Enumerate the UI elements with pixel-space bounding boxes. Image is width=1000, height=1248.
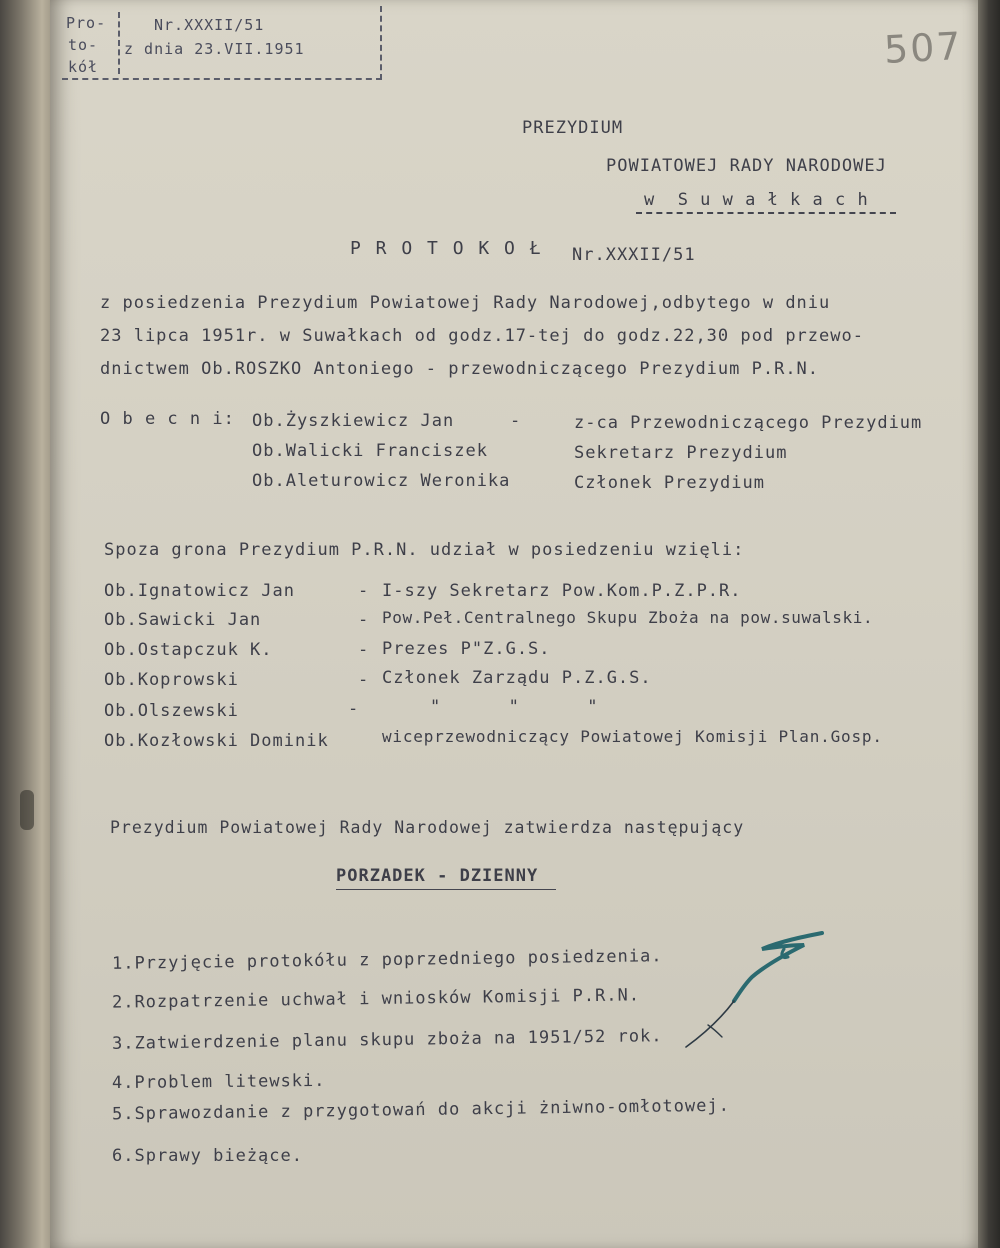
guest-dash: - <box>358 640 370 660</box>
member-name: Ob.Żyszkiewicz Jan <box>252 411 455 431</box>
stamp-label-3: kół <box>68 58 99 76</box>
agenda-item: 3.Zatwierdzenie planu skupu zboża na 1951/52 rok. <box>111 1026 663 1054</box>
header-line-2: POWIATOWEJ RADY NARODOWEJ <box>606 156 887 176</box>
member-role: z-ca Przewodniczącego Prezydium <box>574 413 923 433</box>
guest-name: Ob.Kozłowski Dominik <box>104 731 329 751</box>
intro-line: dnictwem Ob.ROSZKO Antoniego - przewodniczącego Prezydium P.R.N. <box>100 359 820 379</box>
member-role: Członek Prezydium <box>574 473 765 493</box>
stamp-number: Nr.XXXII/51 <box>154 16 265 34</box>
member-name: Ob.Walicki Franciszek <box>252 441 488 461</box>
guest-role: Pow.Peł.Centralnego Skupu Zboża na pow.suwalski. <box>382 608 874 627</box>
signature-mark <box>672 925 832 1055</box>
guest-dash: - <box>358 581 370 601</box>
guest-dash: - <box>358 670 370 690</box>
stamp-label-1: Pro- <box>66 14 107 32</box>
guest-role: " " " <box>430 697 599 717</box>
agenda-title-underline <box>336 889 556 890</box>
guest-name: Ob.Sawicki Jan <box>104 610 262 630</box>
guest-name: Ob.Ignatowicz Jan <box>104 581 295 601</box>
header-line-3: w S u w a ł k a c h <box>644 190 869 210</box>
guest-role: wiceprzewodniczący Powiatowej Komisji Plan.Gosp. <box>382 727 883 746</box>
protocol-title: P R O T O K O Ł <box>350 238 543 259</box>
guest-dash: - <box>348 699 360 719</box>
protocol-number: Nr.XXXII/51 <box>572 245 696 265</box>
agenda-item: 2.Rozpatrzenie uchwał i wniosków Komisji P.R.N. <box>111 985 641 1013</box>
guest-name: Ob.Koprowski <box>104 670 239 690</box>
guest-role: Członek Zarządu P.Z.G.S. <box>382 668 652 688</box>
registry-stamp <box>62 6 382 80</box>
binder-hole <box>20 790 34 830</box>
stamp-date: z dnia 23.VII.1951 <box>124 40 305 58</box>
member-name: Ob.Aleturowicz Weronika <box>252 471 511 491</box>
stamp-label-2: to- <box>68 36 99 54</box>
member-dash: - <box>510 411 522 431</box>
guest-name: Ob.Olszewski <box>104 701 239 721</box>
page-number: 507 <box>882 23 964 73</box>
member-role: Sekretarz Prezydium <box>574 443 788 463</box>
intro-line: z posiedzenia Prezydium Powiatowej Rady Narodowej,odbytego w dniu <box>100 293 831 313</box>
guest-role: I-szy Sekretarz Pow.Kom.P.Z.P.R. <box>382 581 742 601</box>
agenda-item: 5.Sprawozdanie z przygotowań do akcji żniwno-omłotowej. <box>111 1095 731 1125</box>
agenda-item: 6.Sprawy bieżące. <box>112 1146 303 1166</box>
intro-line: 23 lipca 1951r. w Suwałkach od godz.17-tej do godz.22,30 pod przewo- <box>100 326 864 346</box>
agenda-title: PORZADEK - DZIENNY <box>336 866 539 886</box>
guests-heading: Spoza grona Prezydium P.R.N. udział w posiedzeniu wzięli: <box>104 540 745 560</box>
guest-dash: - <box>358 610 370 630</box>
agenda-item: 4.Problem litewski. <box>111 1070 326 1094</box>
present-label: O b e c n i: <box>100 409 235 429</box>
agenda-item: 1.Przyjęcie protokółu z poprzedniego posiedzenia. <box>111 946 663 974</box>
header-line-1: PREZYDIUM <box>522 118 624 138</box>
guest-name: Ob.Ostapczuk K. <box>104 640 273 660</box>
stamp-divider <box>118 12 121 74</box>
approves-line: Prezydium Powiatowej Rady Narodowej zatwierdza następujący <box>110 818 745 837</box>
header-underline <box>636 212 896 214</box>
guest-role: Prezes P"Z.G.S. <box>382 639 551 659</box>
